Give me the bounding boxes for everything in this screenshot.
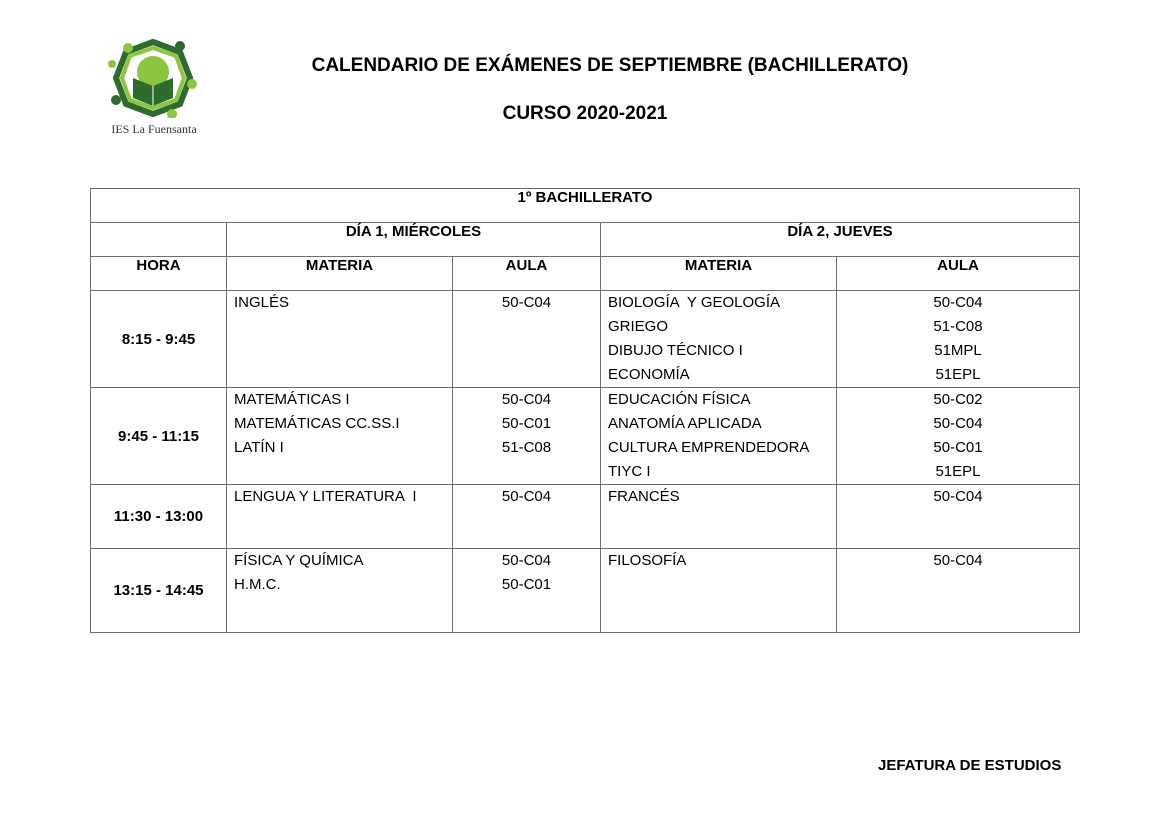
day2-room-line: 50-C04 [933,415,983,432]
column-header-row [91,257,1080,291]
day2-subject [601,485,837,549]
day2-room [837,485,1080,549]
day2-subject-line: FILOSOFÍA [608,552,687,569]
document-subtitle: CURSO 2020-2021 [502,103,668,124]
signature: JEFATURA DE ESTUDIOS [878,757,1062,774]
day1-subject-line: H.M.C. [234,576,281,593]
day1-subject [227,291,453,388]
day2-room-line: 51MPL [934,342,982,359]
table-row [91,549,1080,633]
day1-room-line: 50-C04 [501,552,552,569]
day1-subject-line: MATEMÁTICAS CC.SS.I [234,415,400,432]
table-row [91,485,1080,549]
day1-room [453,291,601,388]
day1-room-line: 51-C08 [501,439,552,456]
school-logo [96,36,216,138]
day2-room [837,549,1080,633]
day1-room-line: 50-C01 [501,576,552,593]
school-emblem-icon [108,38,198,118]
day2-subject-line: BIOLOGÍA Y GEOLOGÍA [608,294,781,311]
day1-room-line: 50-C04 [501,294,552,311]
day1-subject [227,485,453,549]
day1-subject-line: LATÍN I [234,439,284,456]
day2-subject [601,388,837,485]
day1-room-line: 50-C04 [501,488,552,505]
level-header: 1º BACHILLERATO [91,189,1080,223]
empty-cell [91,223,227,257]
day2-room-line: 50-C04 [933,552,983,569]
day1-header: DÍA 1, MIÉRCOLES [227,223,601,257]
table-row [91,388,1080,485]
day2-room-line: 51EPL [935,366,981,383]
day1-subject-line: LENGUA Y LITERATURA I [234,488,417,505]
exam-schedule-table [90,188,1080,633]
day2-subject-line: GRIEGO [608,318,669,335]
time-slot: 13:15 - 14:45 [91,549,227,633]
day2-subject-line: ANATOMÍA APLICADA [608,415,762,432]
day1-subject-line: INGLÉS [234,294,290,311]
level-header-row [91,189,1080,223]
day2-subject-line: TIYC I [608,463,651,480]
day2-subject-line: EDUCACIÓN FÍSICA [608,391,751,408]
day2-header: DÍA 2, JUEVES [601,223,1080,257]
day1-subject-line: FÍSICA Y QUÍMICA [234,552,364,569]
day1-subject-line: MATEMÁTICAS I [234,391,350,408]
day2-subject-line: DIBUJO TÉCNICO I [608,342,743,359]
day2-room [837,388,1080,485]
day2-room-line: 51EPL [935,463,981,480]
day1-room-line: 50-C01 [501,415,552,432]
col-header-materia-d1: MATERIA [227,257,453,291]
day-header-row [91,223,1080,257]
day2-subject [601,291,837,388]
time-slot: 9:45 - 11:15 [91,388,227,485]
day2-subject-line: ECONOMÍA [608,366,690,383]
day1-room [453,388,601,485]
day1-room-line: 50-C04 [501,391,552,408]
time-slot: 8:15 - 9:45 [91,291,227,388]
day1-subject [227,388,453,485]
day2-room [837,291,1080,388]
day2-room-line: 50-C02 [933,391,983,408]
school-name: IES La Fuensanta [111,122,197,136]
table-row [91,291,1080,388]
day2-subject-line: FRANCÉS [608,488,680,505]
schedule-body [91,291,1080,633]
col-header-aula-d2: AULA [837,257,1080,291]
time-slot: 11:30 - 13:00 [91,485,227,549]
day1-room [453,549,601,633]
day2-subject [601,549,837,633]
col-header-materia-d2: MATERIA [601,257,837,291]
day1-subject [227,549,453,633]
document-title: CALENDARIO DE EXÁMENES DE SEPTIEMBRE (BACHILLERATO) [311,55,909,76]
day2-room-line: 51-C08 [933,318,983,335]
col-header-aula-d1: AULA [453,257,601,291]
day1-room [453,485,601,549]
day2-room-line: 50-C04 [933,488,983,505]
col-header-hora: HORA [91,257,227,291]
day2-room-line: 50-C01 [933,439,983,456]
day2-subject-line: CULTURA EMPRENDEDORA [608,439,810,456]
day2-room-line: 50-C04 [933,294,983,311]
